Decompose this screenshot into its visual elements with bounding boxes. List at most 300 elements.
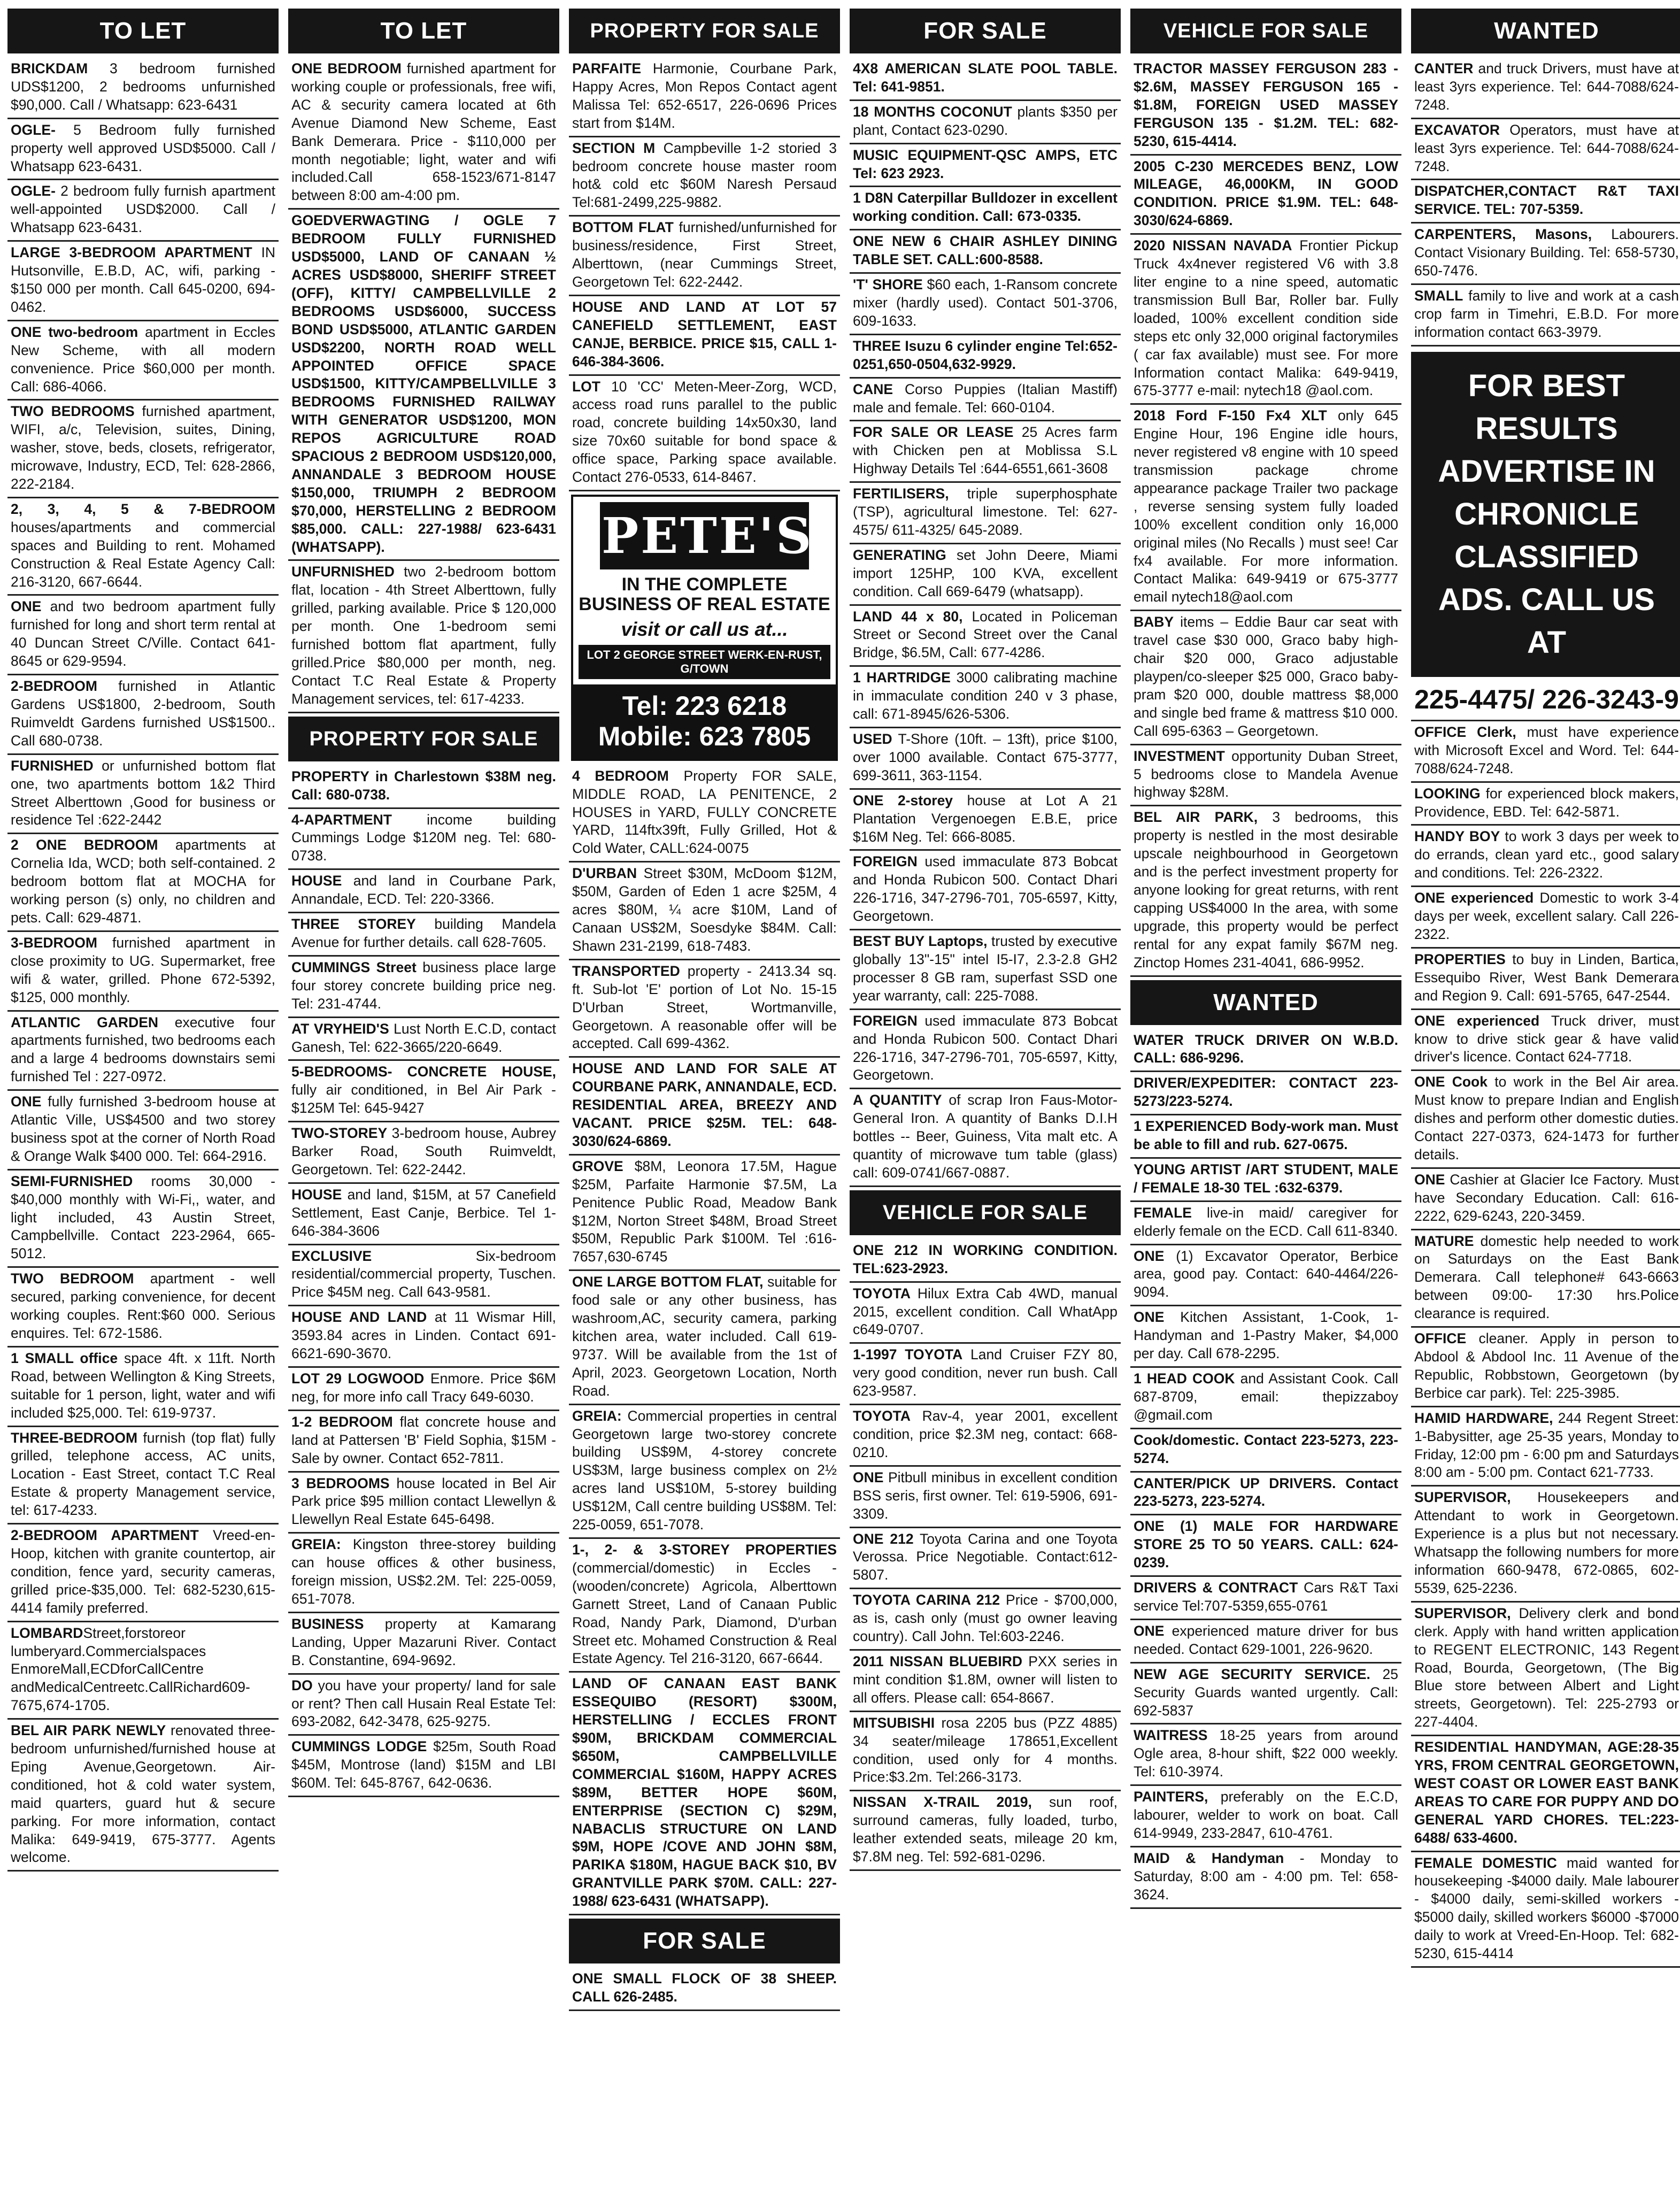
ad-body: Enmore. Price $6M neg, for more info call Tracy 649-6030. xyxy=(291,1370,556,1405)
classified-ad xyxy=(569,1539,840,1673)
classified-ad xyxy=(288,1122,559,1184)
ad-keyword: DISPATCHER,CONTACT R&T TAXI SERVICE. TEL: 707-5359. xyxy=(1414,183,1679,218)
ad-keyword: PAINTERS, xyxy=(1134,1789,1208,1805)
ad-list xyxy=(288,58,559,713)
ad-keyword: TOYOTA xyxy=(853,1408,911,1424)
ad-body: furnish (top flat) fully grilled, telephone access, AC units, Location - East Street, contact T.C Real Estate & property Management service, tel: 617-4233. xyxy=(11,1429,275,1519)
classified-ad xyxy=(1411,1010,1680,1072)
section-header: FOR SALE xyxy=(569,1919,840,1963)
ad-body: Cars R&T Taxi service Tel:707-5359,655-0761 xyxy=(1134,1580,1398,1614)
ad-body: $25m, South Road $45M, Montrose (land) $15M and LBI $60M. Tel: 645-8767, 642-0636. xyxy=(291,1738,556,1791)
classified-ad xyxy=(288,1613,559,1675)
classified-ad xyxy=(1411,58,1680,119)
ad-keyword: OGLE- xyxy=(11,121,56,138)
classified-ad xyxy=(1130,1368,1401,1429)
classified-ad xyxy=(850,379,1121,422)
ad-keyword: ONE xyxy=(1414,1171,1445,1188)
classified-ad xyxy=(850,230,1121,274)
ad-body: rosa 2205 bus (PZZ 4885) 34 seater/mileage 178651,Excellent condition, used only for 4 months. Price:$3.2m. Tel:266-3173. xyxy=(853,1714,1118,1785)
classified-ad xyxy=(288,58,559,210)
ad-body: or unfurnished bottom flat one, two apartments bottom 1&2 Third Street Alberttown ,Good for business or residence Tel :622-2442 xyxy=(11,757,275,828)
ad-body: used immaculate 873 Bobcat and Honda Rubicon 500. Contact Dhari 226-1716, 347-2796-701, 705-6597, Kitty, Georgetown. xyxy=(853,1012,1118,1083)
ad-body: Price - $700,000, as is, cash only (must go owner leaving country). Call John. Tel:603-2246. xyxy=(853,1592,1118,1645)
ad-keyword: 2011 NISSAN BLUEBIRD xyxy=(853,1653,1022,1669)
classified-ad xyxy=(850,421,1121,483)
ad-keyword: MUSIC EQUIPMENT-QSC AMPS, ETC Tel: 623 2923. xyxy=(853,147,1118,181)
ad-body: triple superphosphate (TSP), agricultural limestone. Tel: 627-4575/ 611-4325/ 645-2089. xyxy=(853,486,1118,538)
ad-keyword: GREIA: xyxy=(572,1407,622,1424)
classified-ad xyxy=(569,765,840,863)
ad-keyword: SMALL xyxy=(1414,287,1463,304)
column-6 xyxy=(1411,9,1680,2206)
ad-keyword: CANTER xyxy=(1414,60,1474,76)
ad-keyword: 4-APARTMENT xyxy=(291,811,392,828)
ad-keyword: ONE two-bedroom xyxy=(11,324,138,340)
ad-body: space 4ft. x 11ft. North Road, between Wellington & King Streets, suitable for 1 person, light, water and wifi included $25,000. Tel: 619-9737. xyxy=(11,1350,275,1421)
ad-body: for experienced block makers, Providence, EBD. Tel: 642-5871. xyxy=(1414,785,1679,820)
ad-body: IN Hutsonville, E.B.D, AC, wifi, parking - $150 000 per month. Call 645-0200, 694-0462. xyxy=(11,244,275,315)
classified-ad xyxy=(288,1018,559,1061)
petes-phones xyxy=(573,684,836,759)
classified-ad xyxy=(850,1467,1121,1528)
ad-keyword: BEL AIR PARK NEWLY xyxy=(11,1722,166,1739)
ad-keyword: FEMALE xyxy=(1134,1204,1192,1221)
ad-keyword: INVESTMENT xyxy=(1134,748,1225,764)
ad-body: property - 2413.34 sq. ft. Sub-lot 'E' portion of Lot No. 15-15 D'Urban Street, Wortmanville, Georgetown. A reasonable offer will be accepted. Call 699-4362. xyxy=(572,962,837,1052)
classified-ad xyxy=(288,1534,559,1613)
ad-body: 3 bedrooms, this property is nestled in the most desirable upscale neighbourhood in Georgetown and is the perfect investment property for anyone looking for great returns, with rent capping US$4000 In the area, with some upgrade, this property would be perfect rental for any expat family $67M neg. Zinctop Homes 231-4041, 686-9952. xyxy=(1134,809,1398,971)
classified-ad xyxy=(850,1791,1121,1871)
ad-body: $8M, Leonora 17.5M, Hague $25M, Parfaite Harmonie $7.5M, La Penitence Public Road, Meadow Bank $12M, Norton Street $48M, Broad Street $50M, Republic Park $100M. Tel :616-7657,630-6745 xyxy=(572,1158,837,1265)
section-header: FOR SALE xyxy=(850,9,1121,53)
ad-keyword: 2-BEDROOM xyxy=(11,678,97,695)
ad-keyword: 1 SMALL office xyxy=(11,1350,118,1366)
ad-keyword: 5-BEDROOMS- CONCRETE HOUSE, xyxy=(291,1064,556,1080)
classified-ad xyxy=(7,932,279,1012)
ad-keyword: PROPERTIES xyxy=(1414,951,1506,967)
ad-body: 2 bedroom fully furnish apartment well-appointed USD$2000. Call / Whatsapp 623-6431. xyxy=(11,183,275,236)
classified-ad xyxy=(569,1405,840,1539)
classified-ad xyxy=(7,1091,279,1171)
ad-keyword: ONE (1) MALE FOR HARDWARE STORE 25 TO 50 YEARS. CALL: 624-0239. xyxy=(1134,1518,1398,1571)
classified-ad xyxy=(1130,1159,1401,1202)
classified-ad xyxy=(850,144,1121,188)
ad-body: to buy in Linden, Bartica, Essequibo River, West Bank Demerara and Region 9. Call: 691-5765, 647-2544. xyxy=(1414,951,1679,1004)
ad-keyword: PARFAITE xyxy=(572,60,642,76)
ad-body: 10 'CC' Meten-Meer-Zorg, WCD, access road runs parallel to the public road, concrete building 14x50x30, land size 70x60 suitable for bond space & office space, Parking space available. Contact 276-0533, 614-8467. xyxy=(572,378,837,486)
classified-ad xyxy=(569,1156,840,1271)
classified-ad xyxy=(1130,1029,1401,1073)
classified-ad xyxy=(569,1058,840,1156)
classified-ad xyxy=(850,274,1121,335)
ad-keyword: WAITRESS xyxy=(1134,1727,1208,1744)
section-header: WANTED xyxy=(1130,980,1401,1025)
ad-body: two 2-bedroom bottom flat, location - 4th Street Alberttown, fully grilled, parking available. Price $ 120,000 per month. One 1-bedroom semi furnished bottom flat apartment, fully grilled.Price $80,000 per month, neg. Contact T.C Real Estate & Property Management services, tel: 617-4233. xyxy=(291,564,556,707)
ad-keyword: 1 EXPERIENCED Body-work man. Must be able to fill and rub. 627-0675. xyxy=(1134,1118,1398,1153)
ad-body: opportunity Duban Street, 5 bedrooms close to Mandela Avenue highway $28M. xyxy=(1134,748,1398,800)
classified-ad xyxy=(850,1651,1121,1712)
ad-keyword: DRIVERS & CONTRACT xyxy=(1134,1580,1298,1596)
classified-ad xyxy=(1411,180,1680,224)
classified-ad xyxy=(850,1405,1121,1467)
ad-keyword: FOR SALE OR LEASE xyxy=(853,424,1014,441)
classified-ad xyxy=(288,1368,559,1411)
classified-ad xyxy=(569,1673,840,1915)
ad-body: 3-bedroom house, Aubrey Barker Road, South Ruimveldt, Georgetown. Tel: 622-2442. xyxy=(291,1125,556,1177)
ad-body: (commercial/domestic) in Eccles - (wooden/concrete) Agricola, Alberttown Garnett Street, Land of Canaan Public Road, Nandy Park, Diamond, D'urban Street etc. Mohamed Construction & Real Estate Agency. Tel 216-3120, 667-6644. xyxy=(572,1559,837,1667)
classified-ad xyxy=(1411,285,1680,346)
ad-body: business place large four storey concrete building price neg. Tel: 231-4744. xyxy=(291,959,556,1012)
ad-body: Land Cruiser FZY 80, very good condition, never run bush. Call 623-9587. xyxy=(853,1346,1118,1399)
ad-keyword: USED xyxy=(853,731,892,747)
ad-body: Toyota Carina and one Toyota Verossa. Price Negotiable. Contact:612-5807. xyxy=(853,1530,1118,1583)
ad-body: set John Deere, Miami import 125HP, 100 KVA, excellent condition. Call 669-6479 (whatsapp). xyxy=(853,546,1118,599)
ad-keyword: TWO BEDROOM xyxy=(11,1270,134,1287)
classified-ad xyxy=(288,1411,559,1473)
ad-keyword: ONE xyxy=(11,1094,42,1110)
ad-body: Delivery clerk and bond clerk. Apply with hand written application to REGENT ELECTRONIC, 143 Regent Road, Bourda, Georgetown, (The Big Blue store between Albert and Light streets, Georgetown). Tel: 225-2793 or 227-4404. xyxy=(1414,1605,1679,1730)
classified-ad xyxy=(1130,58,1401,156)
classified-ad xyxy=(1130,1245,1401,1307)
ad-list xyxy=(569,765,840,1915)
classified-ad xyxy=(850,1010,1121,1090)
classified-ad xyxy=(1411,1603,1680,1736)
ad-keyword: 3-BEDROOM xyxy=(11,934,97,951)
petes-tel: Tel: 223 6218 xyxy=(622,690,787,721)
classified-ad xyxy=(850,335,1121,379)
ad-keyword: DO xyxy=(291,1677,313,1693)
section-header: PROPERTY FOR SALE xyxy=(288,717,559,761)
ad-list xyxy=(7,58,279,1872)
ad-body: items – Eddie Baur car seat with travel case $30 000, Graco baby high-chair $20 000, Graco adjustable playpen/co-sleeper $25 000, Graco baby-pram $20 000, double mattress $8,000 and single bed frame & mattress $10 000. Call 695-6363 – Georgetown. xyxy=(1134,614,1398,739)
classified-ad xyxy=(7,1012,279,1091)
classified-ad xyxy=(850,851,1121,930)
ad-keyword: BEST BUY Laptops, xyxy=(853,933,988,950)
classified-ad xyxy=(7,1720,279,1872)
ad-body: Frontier Pickup Truck 4x4never registered V6 with 3.8 liter engine to a nine speed, automatic transmission Bull Bar, Roller bar. Fully loaded, 100% excellent condition side steps etc only 32,000 original factorymiles ( car fax available) must see. For more Information contact Malika: 649-9419, 675-3777 e-mail: nytech18 @aol.com. xyxy=(1134,237,1398,399)
ad-keyword: LOT 29 LOGWOOD xyxy=(291,1370,425,1387)
classified-ad xyxy=(1411,1736,1680,1852)
classified-ad xyxy=(7,498,279,596)
ad-keyword: 4 BEDROOM xyxy=(572,767,669,784)
classified-ad xyxy=(288,809,559,871)
classified-ad xyxy=(569,217,840,296)
ad-keyword: 1 D8N Caterpillar Bulldozer in excellent working condition. Call: 673-0335. xyxy=(853,190,1118,225)
ad-list xyxy=(288,766,559,1797)
ad-body: and land, $15M, at 57 Canefield Settlement, East Canje, Berbice. Tel 1-646-384-3606 xyxy=(291,1186,556,1239)
ad-keyword: ATLANTIC GARDEN xyxy=(11,1014,159,1030)
classified-ad xyxy=(1411,826,1680,887)
classified-ad xyxy=(288,957,559,1018)
section-header: VEHICLE FOR SALE xyxy=(850,1190,1121,1235)
ad-keyword: HOUSE xyxy=(291,873,342,889)
ad-body: income building Cummings Lodge $120M neg. Tel: 680-0738. xyxy=(291,811,556,864)
classified-ad xyxy=(7,1427,279,1525)
ad-body: only 645 Engine Hour, 196 Engine idle hours, never registered v8 engine with 10 speed transmission package chrome appearance package Trailer two package , reverse sensing system fully loaded 100% excellent condition only 16,000 original miles (No Recalls ) must see! Car fx4 available. For more information. Contact Malika: 649-9419 or 675-3777 email nytech18@aol.com xyxy=(1134,407,1399,605)
ad-keyword: TWO-STOREY xyxy=(291,1125,388,1142)
ad-keyword: A QUANTITY xyxy=(853,1092,942,1108)
ad-keyword: ONE xyxy=(11,598,42,615)
ad-keyword: SECTION M xyxy=(572,140,656,156)
classified-ad xyxy=(850,1089,1121,1187)
ad-body: Pitbull minibus in excellent condition BSS seris, first owner. Tel: 619-5906, 691-3309. xyxy=(853,1469,1118,1522)
petes-address: LOT 2 GEORGE STREET WERK-EN-RUST, G/TOWN xyxy=(579,645,830,679)
ad-body: suitable for food sale or any other business, has washroom,AC, security camera, parking kitchen area, water included. Call 619-9737. Will be available from the 1st of April, 2023. Georgetown Location, North Road. xyxy=(572,1274,837,1399)
ad-body: plants $350 per plant, Contact 623-0290. xyxy=(853,103,1118,138)
classified-ad xyxy=(7,58,279,119)
ad-body: Kingston three-storey building can house offices & other business, foreign mission, US$2.2M. Tel: 225-0059, 651-7078. xyxy=(291,1536,556,1607)
classified-ad xyxy=(569,863,840,960)
ad-keyword: CANTER/PICK UP DRIVERS. Contact 223-5273, 223-5274. xyxy=(1134,1475,1398,1510)
ad-body: renovated three-bedroom unfurnished/furnished house at Eping Avenue,Georgetown. Air-conditioned, hot & cold water system, maid quarters, guard hut & secure parking. For more information, contact Malika: 649-9419, 675-3777. Agents welcome. xyxy=(11,1722,276,1866)
classified-ad xyxy=(850,1712,1121,1792)
classified-ad xyxy=(7,321,279,401)
classified-ad xyxy=(1130,611,1401,745)
ad-keyword: SUPERVISOR, xyxy=(1414,1489,1511,1506)
classified-ad xyxy=(288,1473,559,1534)
ad-body: Lust North E.C.D, contact Ganesh, Tel: 622-3665/220-6649. xyxy=(291,1020,556,1055)
petes-mobile: Mobile: 623 7805 xyxy=(598,721,811,752)
ad-body: cleaner. Apply in person to Abdool & Abdool Inc. 11 Avenue of the Republic, Robbstown, Georgetown (by Berbice car park). Tel: 225-3985. xyxy=(1414,1330,1679,1401)
ad-keyword: Cook/domestic. Contact 223-5273, 223-5274. xyxy=(1134,1431,1398,1466)
ad-keyword: OGLE- xyxy=(11,183,56,199)
ad-keyword: D'URBAN xyxy=(572,865,637,882)
classified-ad xyxy=(850,101,1121,144)
ad-keyword: CUMMINGS LODGE xyxy=(291,1738,427,1755)
classified-ad xyxy=(569,1968,840,2011)
ad-body: preferably on the E.C.D, labourer, welder to work on boat. Call 614-9949, 233-2847, 610-4761. xyxy=(1134,1789,1398,1841)
ad-keyword: LOT xyxy=(572,378,600,395)
classified-ad xyxy=(1411,119,1680,181)
ad-keyword: CANE xyxy=(853,381,893,397)
classified-ad xyxy=(7,1268,279,1347)
ad-body: Labourers. Contact Visionary Building. Tel: 658-5730, 650-7476. xyxy=(1414,226,1679,279)
ad-body: Domestic to work 3-4 days per week, excellent salary. Call 226-2322. xyxy=(1414,890,1679,942)
classified-ad xyxy=(1130,156,1401,235)
ad-keyword: LOMBARD xyxy=(11,1624,83,1641)
ad-keyword: 1-, 2- & 3-STOREY PROPERTIES xyxy=(572,1541,837,1558)
classified-ad xyxy=(1130,1664,1401,1725)
classified-ad xyxy=(1130,1786,1401,1847)
ad-body: Located in Policeman Street or Second Street over the Canal Bridge, $6.5M, Call: 677-4286. xyxy=(853,608,1118,661)
ad-body: used immaculate 873 Bobcat and Honda Rubicon 500. Contact Dhari 226-1716, 347-2796-701, 705-6597, Kitty, Georgetown. xyxy=(853,853,1118,925)
ad-keyword: BOTTOM FLAT xyxy=(572,219,674,236)
ad-list xyxy=(850,1239,1121,1871)
ad-keyword: DRIVER/EXPEDITER: CONTACT 223-5273/223-5274. xyxy=(1134,1075,1398,1110)
ad-keyword: GENERATING xyxy=(853,546,946,563)
ad-body: domestic help needed to work on Saturdays on the East Bank Demerara. Call telephone# 643-6663 between 09:00- 17:30 hrs.Police clearance is required. xyxy=(1414,1233,1679,1322)
classified-ad xyxy=(288,766,559,809)
ad-body: Vreed-en-Hoop, kitchen with granite countertop, air condition, fence yard, security cameras, grilled price-$35,000. Tel: 682-5230,615-4414 family preferred. xyxy=(11,1527,275,1616)
ad-body: T-Shore (10ft. – 13ft), price $100, over 1000 available. Contact 675-3777, 699-3611, 363-1154. xyxy=(853,731,1118,783)
ad-body: 3000 calibrating machine in immaculate condition 240 v 3 phase, call: 671-8945/626-5306. xyxy=(853,669,1118,722)
ad-body: Property FOR SALE, MIDDLE ROAD, LA PENITENCE, 2 HOUSES in YARD, FULLY CONCRETE YARD, 114ftx39ft, Fully Grilled, Hot & Cold Water, CALL:624-0075 xyxy=(572,767,837,857)
ad-body: live-in maid/ caregiver for elderly female on the ECD. Call 611-8340. xyxy=(1134,1204,1398,1239)
classified-ad xyxy=(850,187,1121,230)
ad-body: fully air conditioned, in Bel Air Park - $125M Tel: 645-9427 xyxy=(291,1082,556,1116)
ad-keyword: 2, 3, 4, 5 & 7-BEDROOM xyxy=(11,500,275,517)
classified-ad xyxy=(7,834,279,932)
ad-keyword: ONE 212 IN WORKING CONDITION. TEL:623-2923. xyxy=(853,1242,1118,1276)
ad-keyword: SUPERVISOR, xyxy=(1414,1605,1511,1621)
ad-keyword: HOUSE AND LAND FOR SALE AT COURBANE PARK, ANNANDALE, ECD. RESIDENTIAL AREA, BREEZY AND VACANT. PRICE $25M. TEL: 648-3030/624-6869. xyxy=(572,1060,837,1149)
ad-body: sun roof, surround cameras, fully loaded, turbo, leather extended seats, mileage 20 km, $7.8M neg. Tel: 592-681-0296. xyxy=(853,1794,1118,1865)
classified-ad xyxy=(1130,1724,1401,1786)
ad-keyword: TOYOTA xyxy=(853,1285,911,1302)
ad-keyword: GROVE xyxy=(572,1158,623,1174)
ad-body: Truck driver, must know to drive stick gear & have valid driver's licence. Contact 624-7718. xyxy=(1414,1012,1679,1065)
ad-body: flat concrete house and land at Pattersen 'B' Field Sophia, $15M - Sale by owner. Contact 652-7811. xyxy=(291,1413,556,1466)
classified-ad xyxy=(1411,1169,1680,1230)
ad-keyword: THREE-BEDROOM xyxy=(11,1429,138,1446)
ad-body: furnished in Atlantic Gardens US$1800, 2-bedroom, South Ruimveldt Gardens furnished US$1500.. Call 680-0738. xyxy=(11,678,275,749)
ad-keyword: MATURE xyxy=(1414,1233,1474,1249)
ad-keyword: ONE xyxy=(1134,1248,1165,1264)
classified-ad xyxy=(7,242,279,321)
ad-keyword: FURNISHED xyxy=(11,757,94,774)
classified-ad xyxy=(7,1347,279,1427)
ad-keyword: LOOKING xyxy=(1414,785,1481,802)
section-header: TO LET xyxy=(7,9,279,53)
petes-real-estate-ad xyxy=(571,495,838,761)
classified-ad xyxy=(7,180,279,242)
column-4 xyxy=(850,9,1121,2206)
classified-ad xyxy=(1130,1847,1401,1909)
ad-keyword: OFFICE xyxy=(1414,1330,1467,1347)
ad-keyword: MITSUBISHI xyxy=(853,1714,935,1731)
ad-keyword: AT VRYHEID'S xyxy=(291,1020,389,1037)
classified-ad xyxy=(569,137,840,217)
ad-body: trusted by executive globally 13"-15" intel I5-I7, 2.3-2.8 GH2 processer 8 GB ram, superfast SSD one year warranty, call: 225-7088. xyxy=(853,933,1118,1004)
ad-body: property at Kamarang Landing, Upper Mazaruni River. Contact B. Constantine, 694-9692. xyxy=(291,1615,556,1668)
ad-keyword: 1 HARTRIDGE xyxy=(853,669,951,686)
ad-list xyxy=(569,58,840,491)
ad-body: 5 Bedroom fully furnished property well approved USD$5000. Call / Whatsapp 623-6431. xyxy=(11,121,275,174)
classified-ad xyxy=(1130,235,1401,405)
ad-keyword: 18 MONTHS COCONUT xyxy=(853,103,1012,120)
ad-keyword: LARGE 3-BEDROOM APARTMENT xyxy=(11,244,252,261)
classified-ad xyxy=(288,913,559,957)
ad-body: house located in Bel Air Park price $95 million contact Llewellyn & Llewellyn Real Estate 645-6498. xyxy=(291,1475,556,1528)
section-header: WANTED xyxy=(1411,9,1680,53)
ad-keyword: CUMMINGS Street xyxy=(291,959,417,975)
classified-ad xyxy=(850,728,1121,790)
classified-ad xyxy=(288,1306,559,1368)
ad-keyword: ONE Cook xyxy=(1414,1074,1488,1090)
ad-body: houses/apartments and commercial spaces and Building to rent. Mohamed Construction & Real Estate Agency Call: 216-3120, 667-6644. xyxy=(11,519,275,590)
classified-ad xyxy=(1411,949,1680,1010)
classified-ad xyxy=(850,1283,1121,1344)
ad-body: fully furnished 3-bedroom house at Atlantic Ville, US$4500 and two storey business spot at the corner of North Road & Orange Walk $400 000. Tel: 664-2916. xyxy=(11,1094,275,1164)
ad-body: at 11 Wismar Hill, 3593.84 acres in Linden. Contact 691-6621-690-3670. xyxy=(291,1309,556,1362)
classified-ad xyxy=(288,1184,559,1245)
classified-ad xyxy=(850,58,1121,101)
ad-keyword: ONE 2-storey xyxy=(853,792,953,808)
ad-keyword: CARPENTERS, Masons, xyxy=(1414,226,1592,243)
ad-body: Six-bedroom residential/commercial property, Tuschen. Price $45M neg. Call 643-9581. xyxy=(291,1248,556,1300)
ad-keyword: LAND OF CANAAN EAST BANK ESSEQUIBO (RESORT) $300M, HERSTELLING / ECCLES FRONT $90M, BRICKDAM COMMERCIAL $650M, CAMPBELLVILLE COMMERCIAL $160M, HAPPY ACRES $89M, BETTER HOPE $60M, ENTERPRISE (SECTION C) $29M, NABACLIS STRUCTURE ON LAND $9M, HOPE /COVE AND JOHN $8M, PARIKA $180M, HAGUE BACK $10, BV GRANTVILLE PARK $70M. CALL: 227-1988/ 623-6431 (WHATSAPP). xyxy=(572,1675,837,1909)
ad-keyword: PROPERTY in Charlestown $38M neg. Call: 680-0738. xyxy=(291,768,556,803)
ad-keyword: 4X8 AMERICAN SLATE POOL TABLE. Tel: 641-9851. xyxy=(853,60,1118,95)
section-header: TO LET xyxy=(288,9,559,53)
ad-keyword: ONE xyxy=(1134,1622,1165,1639)
ad-body: and Assistant Cook. Call 687-8709, email: thepizzaboy @gmail.com xyxy=(1134,1370,1398,1423)
ad-body: Harmonie, Courbane Park, Happy Acres, Mon Repos Contact agent Malissa Tel: 652-6517, 226-0696 Prices start from $14M. xyxy=(572,60,837,131)
classified-ad xyxy=(569,1271,840,1405)
ad-keyword: ONE NEW 6 CHAIR ASHLEY DINING TABLE SET. CALL:600-8588. xyxy=(853,233,1118,268)
classified-ad xyxy=(569,376,840,491)
ad-keyword: BRICKDAM xyxy=(11,60,88,76)
ad-keyword: NISSAN X-TRAIL 2019, xyxy=(853,1794,1032,1811)
ad-body: Street,forstoreor lumberyard.Commercialspaces EnmoreMall,ECDforCallCentre andMedicalCentreetc.CallRichard609-7675,674-1705. xyxy=(11,1624,250,1714)
ad-keyword: 2020 NISSAN NAVADA xyxy=(1134,237,1292,254)
ad-body: 25 Acres farm with Chicken pen at Moblissa S.L Highway Details Tel :644-6551,661-3608 xyxy=(853,424,1118,477)
classified-ad xyxy=(569,960,840,1058)
column-1 xyxy=(7,9,279,2206)
classified-ad xyxy=(7,119,279,181)
ad-keyword: 1-2 BEDROOM xyxy=(291,1413,393,1430)
ad-body: rooms 30,000 - $40,000 monthly with Wi-Fi,, water, and light included, 43 Austin Street, Campbellville. Contact 223-2964, 665-5012. xyxy=(11,1173,275,1262)
classified-ad xyxy=(7,1524,279,1622)
classified-ad xyxy=(1130,806,1401,976)
ad-keyword: ONE experienced xyxy=(1414,1012,1540,1029)
ad-body: Operators, must have at least 3yrs experience. Tel: 644-7088/624-7248. xyxy=(1414,121,1679,174)
petes-tagline: IN THE COMPLETE BUSINESS OF REAL ESTATE xyxy=(579,574,830,615)
ad-keyword: ONE SMALL FLOCK OF 38 SHEEP. CALL 626-2485. xyxy=(572,1970,837,2005)
ad-keyword: WATER TRUCK DRIVER ON W.B.D. CALL: 686-9296. xyxy=(1134,1031,1398,1066)
ad-keyword: HAMID HARDWARE, xyxy=(1414,1410,1553,1426)
ad-body: to work 3 days per week to do errands, clean yard etc., good salary and conditions. Tel: 226-2322. xyxy=(1414,828,1679,881)
classified-ad xyxy=(1411,1328,1680,1407)
chronicle-promo-banner: FOR BEST RESULTS ADVERTISE IN CHRONICLE CLASSIFIED ADS. CALL US AT xyxy=(1411,352,1680,677)
classified-ad xyxy=(1411,1852,1680,1968)
ad-keyword: BABY xyxy=(1134,614,1174,630)
classified-ad xyxy=(1411,1407,1680,1487)
ad-keyword: HOUSE AND LAND AT LOT 57 CANEFIELD SETTLEMENT, EAST CANJE, BERBICE. PRICE $15, CALL 1-646-384-3606. xyxy=(572,298,837,369)
ad-body: Street $30M, McDoom $12M, $50M, Garden of Eden 1 acre $25M, 4 acres $80M, ¼ acre $10M, Land of Canaan US$2M, Soesdyke $84M. Call: Shawn 231-2199, 618-7483. xyxy=(572,865,837,954)
ad-body: - Monday to Saturday, 8:00 am - 4:00 pm. Tel: 658-3624. xyxy=(1134,1850,1398,1903)
ad-keyword: GREIA: xyxy=(291,1536,341,1553)
classified-ad xyxy=(1130,745,1401,807)
ad-keyword: FOREIGN xyxy=(853,853,918,870)
petes-logo: PETE'S xyxy=(600,502,809,569)
ad-keyword: THREE Isuzu 6 cylinder engine Tel:652-0251,650-0504,632-9929. xyxy=(853,337,1118,372)
ad-body: Campbeville 1-2 storied 3 bedroom concrete house master room hot& cold etc $60M Naresh Persaud Tel:681-2499,225-9882. xyxy=(572,140,837,211)
ad-body: Commercial properties in central Georgetown large two-storey concrete building US$9M, 4-storey concrete US$3M, large business complex on 2½ acres land US$10M, 5-storey building US$12M, Call centre building US$8M. Tel: 225-0059, 651-7078. xyxy=(572,1407,837,1533)
classified-ad xyxy=(1411,1487,1680,1602)
ad-body: (1) Excavator Operator, Berbice area, good pay. Contact: 640-4464/226-9094. xyxy=(1134,1248,1398,1300)
classified-ad xyxy=(1130,405,1401,611)
ad-body: to work in the Bel Air area. Must know to prepare Indian and English dishes and perform other domestic duties. Contact 227-0373, 624-1473 for further details. xyxy=(1414,1074,1679,1162)
ad-keyword: 2-BEDROOM APARTMENT xyxy=(11,1527,199,1544)
classified-ad xyxy=(1130,1306,1401,1368)
ad-keyword: THREE STOREY xyxy=(291,916,416,933)
classified-ad xyxy=(850,1344,1121,1405)
ad-keyword: ONE LARGE BOTTOM FLAT, xyxy=(572,1274,764,1290)
classified-ad xyxy=(850,930,1121,1010)
classified-ad xyxy=(850,606,1121,667)
ad-keyword: RESIDENTIAL HANDYMAN, AGE:28-35 YRS, FROM CENTRAL GEORGETOWN, WEST COAST OR LOWER EAST BANK AREAS TO CARE FOR PUPPY AND DO GENERAL YARD CHORES. TEL:223-6488/ 633-4600. xyxy=(1414,1739,1679,1846)
classified-ad xyxy=(1130,1473,1401,1516)
classified-ad xyxy=(288,1061,559,1122)
ad-keyword: BUSINESS xyxy=(291,1615,364,1632)
classified-ad xyxy=(1130,1577,1401,1620)
ad-keyword: FEMALE DOMESTIC xyxy=(1414,1854,1557,1871)
ad-keyword: 2 ONE BEDROOM xyxy=(11,837,158,853)
ad-keyword: HOUSE AND LAND xyxy=(291,1309,427,1326)
ad-keyword: SEMI-FURNISHED xyxy=(11,1173,133,1189)
petes-visit: visit or call us at... xyxy=(621,618,788,640)
